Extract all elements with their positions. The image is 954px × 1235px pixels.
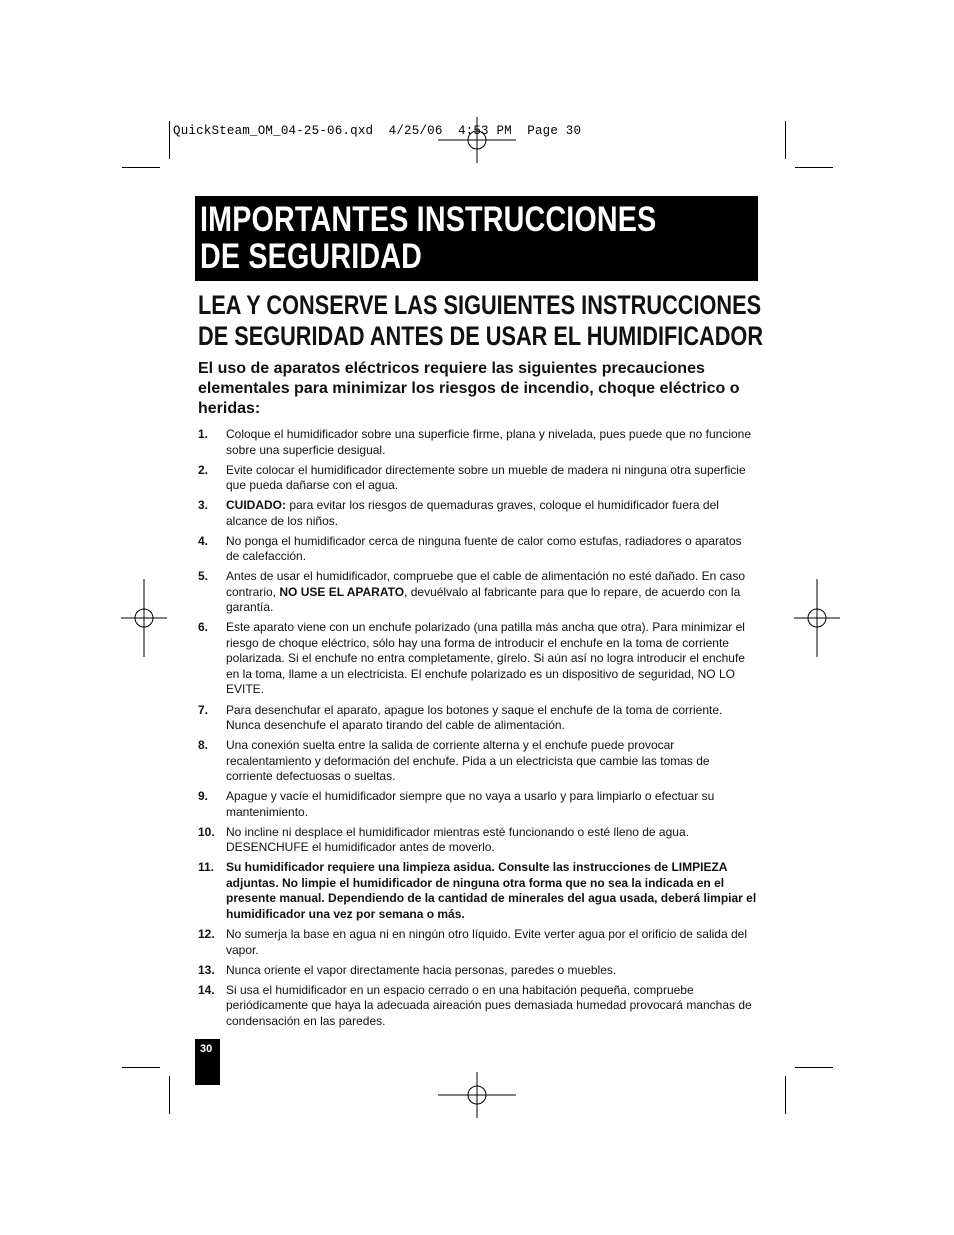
intro-paragraph: El uso de aparatos eléctricos requiere las siguientes precauciones elementales para minimizar los riesgos de incendio, choque eléctrico o heridas: bbox=[198, 360, 740, 417]
item-text: No incline ni desplace el humidificador mientras esté funcionando o esté lleno de agua. DESENCHUFE el humidificador antes de moverlo. bbox=[226, 824, 689, 855]
page-title-line2: DE SEGURIDAD bbox=[200, 237, 423, 276]
list-item bbox=[198, 463, 758, 494]
print-slug-line: QuickSteam_OM_04-25-06.qxd 4/25/06 4:53 PM Page 30 bbox=[173, 124, 582, 138]
list-item bbox=[198, 620, 758, 698]
item-number: 7. bbox=[198, 702, 209, 717]
title-banner bbox=[195, 196, 758, 281]
item-number: 13. bbox=[198, 962, 215, 977]
crop-mark-top-right-horizontal bbox=[795, 167, 833, 168]
item-text: Para desenchufar el aparato, apague los botones y saque el enchufe de la toma de corriente. Nunca desenchufe el aparato tirando del cable de alimentación. bbox=[226, 702, 723, 733]
crop-mark-bottom-left-horizontal bbox=[122, 1067, 160, 1068]
item-number: 1. bbox=[198, 427, 209, 441]
page-title bbox=[200, 201, 656, 275]
crop-mark-bottom-right-horizontal bbox=[795, 1067, 833, 1068]
page-number-tab bbox=[195, 1039, 220, 1085]
page-number: 30 bbox=[200, 1043, 213, 1055]
list-item bbox=[198, 825, 758, 856]
item-text bbox=[226, 498, 758, 529]
list-item bbox=[198, 738, 758, 785]
item-text: Si usa el humidificador en un espacio cerrado o en una habitación pequeña, compruebe periódicamente que haya la adecuada aireación pues demasiada humedad provocará manchas de condensación en las paredes. bbox=[226, 982, 752, 1028]
item-number: 6. bbox=[198, 620, 209, 635]
item-text: Este aparato viene con un enchufe polarizado (una patilla más ancha que otra). Para minimizar el riesgo de choque eléctrico, sólo hay una forma de introducir el enchufe en la toma de corriente polarizada. Si el enchufe no entra completamente, gírelo. Si aún así no logra introducir el enchufe en la toma, llame a un electricista. El enchufe polarizado es un dispositivo de seguridad, NO LO EVITE. bbox=[226, 620, 745, 697]
list-item bbox=[198, 498, 758, 529]
list-item bbox=[198, 427, 758, 458]
item-text-after: , devuélvalo al fabricante para que lo repare, de acuerdo con la garantía. bbox=[226, 584, 741, 615]
item-number: 10. bbox=[198, 824, 215, 839]
item-text bbox=[226, 569, 758, 616]
item-text: Nunca oriente el vapor directamente hacia personas, paredes o muebles. bbox=[226, 962, 617, 977]
crop-mark-bottom-right-vertical bbox=[785, 1076, 786, 1114]
list-item bbox=[198, 983, 758, 1030]
crop-mark-bottom-left-vertical bbox=[169, 1076, 170, 1114]
item-text: No ponga el humidificador cerca de ninguna fuente de calor como estufas, radiadores o aparatos de calefacción. bbox=[226, 533, 742, 564]
item-text: Evite colocar el humidificador directemente sobre un mueble de madera ni ninguna otra superficie que pueda dañarse con el agua. bbox=[226, 462, 746, 493]
item-number: 11. bbox=[198, 860, 215, 875]
subtitle-line1: LEA Y CONSERVE LAS SIGUIENTES INSTRUCCIONES bbox=[198, 290, 762, 320]
item-bold-text: Su humidificador requiere una limpieza asidua. Consulte las instrucciones de LIMPIEZA adjuntas. No limpie el humidificador de ninguna otra forma que no sea la indicada en el presente manual. Dependiendo de la cantidad de minerales del agua usada, deberá limpiar el humidificador una vez por semana o más. bbox=[226, 860, 757, 921]
item-bold-warning: NO USE EL APARATO bbox=[279, 584, 405, 599]
subtitle bbox=[198, 290, 763, 352]
page-title-line1: IMPORTANTES INSTRUCCIONES bbox=[200, 200, 657, 239]
safety-instructions-list bbox=[198, 427, 758, 1034]
registration-mark-bottom-icon bbox=[438, 1072, 516, 1118]
list-item bbox=[198, 963, 758, 979]
registration-mark-right-icon bbox=[794, 579, 840, 657]
list-item bbox=[198, 927, 758, 958]
registration-mark-left-icon bbox=[121, 579, 167, 657]
list-item bbox=[198, 789, 758, 820]
item-text bbox=[226, 860, 758, 922]
item-text: No sumerja la base en agua ni en ningún otro líquido. Evite verter agua por el orificio de salida del vapor. bbox=[226, 927, 747, 957]
item-number: 3. bbox=[198, 498, 209, 513]
item-text-rest: para evitar los riesgos de quemaduras graves, coloque el humidificador fuera del alcance de los niños. bbox=[226, 498, 719, 528]
item-text: Apague y vacíe el humidificador siempre que no vaya a usarlo y para limpiarlo o efectuar su mantenimiento. bbox=[226, 789, 715, 819]
item-number: 4. bbox=[198, 533, 209, 548]
item-number: 9. bbox=[198, 789, 209, 804]
list-item bbox=[198, 703, 758, 734]
item-text-before: Antes de usar el humidificador, compruebe que el cable de alimentación no esté dañado. En caso contrario, bbox=[226, 569, 745, 599]
item-text: Una conexión suelta entre la salida de corriente alterna y el enchufe puede provocar recalentamiento y deformación del enchufe. Pida a un electricista que cambie las tomas de corriente defectuosas o sueltas. bbox=[226, 738, 710, 784]
list-item bbox=[198, 860, 758, 922]
subtitle-line2: DE SEGURIDAD ANTES DE USAR EL HUMIDIFICADOR bbox=[198, 321, 764, 351]
crop-mark-top-left-vertical bbox=[169, 121, 170, 159]
crop-mark-top-right-vertical bbox=[785, 121, 786, 159]
list-item bbox=[198, 569, 758, 616]
item-bold-label: CUIDADO: bbox=[226, 498, 286, 513]
item-number: 5. bbox=[198, 569, 209, 584]
registration-mark-top-icon bbox=[438, 117, 516, 163]
item-number: 12. bbox=[198, 927, 215, 942]
item-number: 14. bbox=[198, 982, 215, 997]
crop-mark-top-left-horizontal bbox=[122, 167, 160, 168]
list-item bbox=[198, 534, 758, 565]
item-number: 2. bbox=[198, 462, 209, 477]
item-text: Coloque el humidificador sobre una superficie firme, plana y nivelada, pues puede que no funcione sobre una superficie desigual. bbox=[226, 427, 752, 457]
item-number: 8. bbox=[198, 738, 209, 753]
